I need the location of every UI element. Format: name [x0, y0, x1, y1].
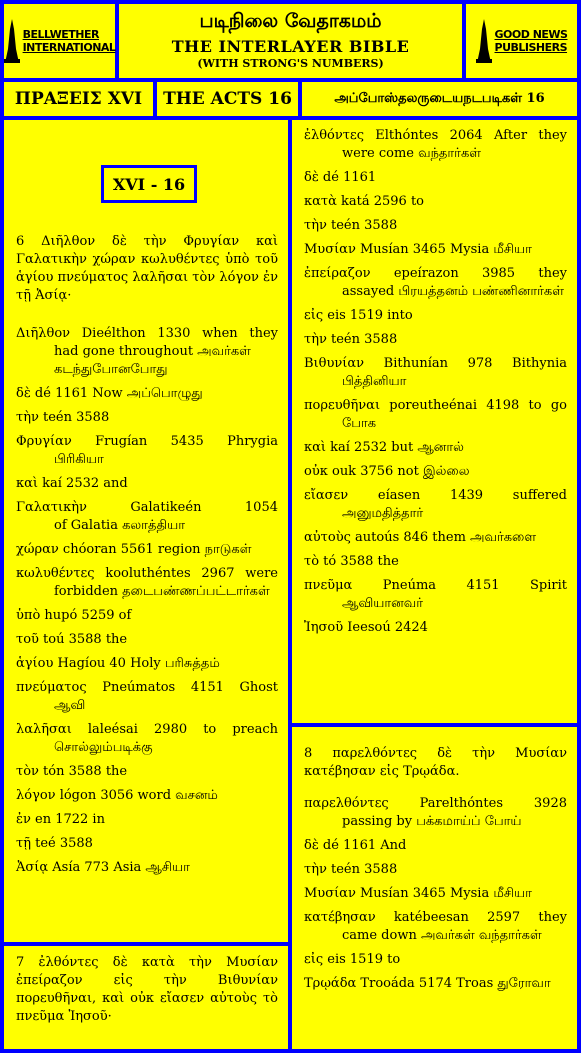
- verse7-entries: [304, 127, 567, 637]
- word-entry: [16, 433, 278, 469]
- word-entry: [16, 325, 278, 379]
- word-entry-gloss: came down அவர்கள் வந்தார்கள்: [342, 928, 542, 943]
- word-entry: [304, 795, 567, 831]
- word-entry: [304, 861, 567, 879]
- word-entry-head: δὲ dé 1161 And: [304, 838, 407, 853]
- word-entry-head: πορευθῆναι poreutheénai 4198 to go: [304, 398, 567, 413]
- word-entry-head: δὲ dé 1161 Now அப்பொழுது: [16, 386, 203, 401]
- word-entry-head: τὸ tó 3588 the: [304, 554, 399, 569]
- word-entry: [304, 837, 567, 855]
- logo-right-line2: PUBLISHERS: [494, 41, 568, 54]
- word-entry: [16, 565, 278, 601]
- word-entry-head: καὶ kaí 2532 and: [16, 476, 128, 491]
- bellwether-logo: [4, 4, 115, 78]
- word-entry: [16, 679, 278, 715]
- word-entry: [304, 439, 567, 457]
- word-entry: [304, 553, 567, 571]
- word-entry-gloss: ஆவி: [54, 698, 86, 713]
- word-entry: [304, 577, 567, 613]
- word-entry: [16, 631, 278, 649]
- word-entry-head: εἰς eis 1519 to: [304, 952, 401, 967]
- word-entry-head: Μυσίαν Musían 3465 Mysia மீசியா: [304, 242, 532, 257]
- word-entry-gloss: passing by பக்கமாய்ப் போய்: [342, 814, 522, 829]
- word-entry-gloss: ஆவியானவர்: [342, 596, 424, 611]
- word-entry: [16, 475, 278, 493]
- nav-greek-label: ΠΡΑΞΕΙΣ XVI: [14, 89, 143, 109]
- nav-english: [157, 82, 298, 116]
- word-entry-head: Βιθυνίαν Bithunían 978 Bithynia: [304, 356, 567, 371]
- word-entry-head: τὴν teén 3588: [304, 218, 398, 233]
- word-entry-gloss: forbidden தடைபண்ணப்பட்டார்கள்: [54, 584, 270, 599]
- nav-tamil-label: அப்போஸ்தலருடையநடபடிகள் 16: [334, 91, 545, 106]
- chapter-label-text: XVI - 16: [112, 174, 186, 194]
- word-entry: [304, 529, 567, 547]
- word-entry: [16, 385, 278, 403]
- title-main: THE INTERLAYER BIBLE: [171, 37, 410, 56]
- title-tamil: படிநிலை வேதாகமம்: [199, 10, 382, 32]
- verse7-text: 7 ἐλθόντες δὲ κατὰ τὴν Μυσίαν ἐπείραζον εἰς τὴν Βιθυνίαν πορευθῆναι, καὶ οὐκ εἴασεν αὐτοὺς τὸ πνεῦμα Ἰησοῦ·: [16, 955, 278, 1024]
- word-entry: [304, 909, 567, 945]
- word-entry-gloss: of Galatia கலாத்தியா: [54, 518, 186, 533]
- word-entry: [16, 655, 278, 673]
- word-entry-head: χώραν chóoran 5561 region நாடுகள்: [16, 542, 252, 557]
- word-entry: [304, 951, 567, 969]
- word-entry: [304, 355, 567, 391]
- word-entry-head: Ἰησοῦ Ieesoú 2424: [304, 620, 428, 635]
- word-entry-gloss: were come வந்தார்கள்: [342, 146, 482, 161]
- word-entry-gloss: போக: [342, 416, 377, 431]
- word-entry-gloss: பித்தினியா: [342, 374, 407, 389]
- word-entry: [304, 265, 567, 301]
- word-entry-head: τῇ teé 3588: [16, 836, 93, 851]
- word-entry-head: οὐκ ouk 3756 not இல்லை: [304, 464, 470, 479]
- verse6-entries: [16, 325, 278, 877]
- word-entry-head: εἴασεν eíasen 1439 suffered: [304, 488, 567, 503]
- title-sub: (WITH STRONG'S NUMBERS): [197, 57, 384, 70]
- word-entry-gloss: பிரிகியா: [54, 452, 104, 467]
- word-entry-head: τοῦ toú 3588 the: [16, 632, 128, 647]
- word-entry-gloss: சொல்லும்படிக்கு: [54, 740, 153, 755]
- word-entry-head: Φρυγίαν Frugían 5435 Phrygia: [16, 434, 278, 449]
- nav-greek: [4, 82, 153, 116]
- word-entry: [304, 331, 567, 349]
- word-entry-head: Μυσίαν Musían 3465 Mysia மீசியா: [304, 886, 532, 901]
- word-entry: [304, 169, 567, 187]
- word-entry-head: κατέβησαν katébeesan 2597 they: [304, 910, 567, 925]
- verse8-text: 8 παρελθόντες δὲ τὴν Μυσίαν κατέβησαν εἰς Τρῳάδα.: [304, 746, 567, 779]
- chapter-label: [101, 165, 197, 203]
- word-entry: [16, 763, 278, 781]
- word-entry: [16, 721, 278, 757]
- word-entry: [16, 541, 278, 559]
- word-entry-head: πνεῦμα Pneúma 4151 Spirit: [304, 578, 567, 593]
- word-entry-head: αὐτοὺς autoús 846 them அவர்களை: [304, 530, 537, 545]
- word-entry-gloss: அனுமதித்தார்: [342, 506, 424, 521]
- word-entry-head: παρελθόντες Parelthóntes 3928: [304, 796, 567, 811]
- nav-english-label: THE ACTS 16: [163, 89, 292, 109]
- word-entry: [304, 487, 567, 523]
- word-entry-head: Διῆλθον Dieélthon 1330 when they: [16, 326, 278, 341]
- word-entry: [304, 397, 567, 433]
- word-entry-head: Ἀσίᾳ Asía 773 Asia ஆசியா: [16, 860, 190, 875]
- word-entry: [16, 409, 278, 427]
- word-entry-head: τὸν tón 3588 the: [16, 764, 128, 779]
- word-entry-gloss: assayed பிரயத்தனம் பண்ணினார்கள்: [342, 284, 564, 299]
- verse6-text: 6 Διῆλθον δὲ τὴν Φρυγίαν καὶ Γαλατικὴν χώραν κωλυθέντες ὑπὸ τοῦ ἁγίου πνεύματος λαλῆσαι τὸν λόγον ἐν τῇ Ἀσίᾳ·: [16, 234, 278, 303]
- word-entry-head: Γαλατικὴν Galatikeén 1054: [16, 500, 278, 515]
- word-entry: [16, 835, 278, 853]
- word-entry-head: πνεύματος Pneúmatos 4151 Ghost: [16, 680, 278, 695]
- logo-left-line2: INTERNATIONAL: [22, 41, 116, 54]
- word-entry-head: ἐλθόντες Elthóntes 2064 After they: [304, 128, 567, 143]
- verse8-panel: [292, 727, 577, 1049]
- word-entry-head: τὴν teén 3588: [16, 410, 110, 425]
- word-entry: [304, 241, 567, 259]
- word-entry-head: λαλῆσαι laleésai 2980 to preach: [16, 722, 278, 737]
- verse7-entries-panel: [292, 120, 577, 723]
- word-entry-head: κωλυθέντες kooluthéntes 2967 were: [16, 566, 278, 581]
- word-entry: [304, 193, 567, 211]
- word-entry-head: ὑπὸ hupó 5259 of: [16, 608, 132, 623]
- word-entry: [304, 307, 567, 325]
- word-entry: [304, 217, 567, 235]
- word-entry: [304, 619, 567, 637]
- verse6-panel: [4, 120, 288, 942]
- word-entry: [16, 811, 278, 829]
- word-entry: [16, 787, 278, 805]
- nav-tamil: [302, 82, 577, 116]
- word-entry-gloss: had gone throughout அவர்கள் கடந்துபோனபோது: [54, 344, 251, 377]
- bell-tower-icon: [476, 19, 492, 63]
- word-entry-head: ἁγίου Hagíou 40 Holy பரிசுத்தம்: [16, 656, 220, 671]
- word-entry-head: ἐπείραζον epeírazon 3985 they: [304, 266, 567, 281]
- logo-right-line1: GOOD NEWS: [494, 28, 568, 41]
- word-entry: [304, 463, 567, 481]
- good-news-logo: [466, 4, 577, 78]
- title-block: [119, 4, 462, 78]
- word-entry: [304, 127, 567, 163]
- word-entry-head: λόγον lógon 3056 word வசனம்: [16, 788, 218, 803]
- verse8-entries: [304, 795, 567, 993]
- word-entry-head: καὶ kaí 2532 but ஆனால்: [304, 440, 464, 455]
- bell-tower-icon: [4, 19, 20, 63]
- word-entry-head: ἐν en 1722 in: [16, 812, 105, 827]
- word-entry: [16, 859, 278, 877]
- logo-left-line1: BELLWETHER: [22, 28, 99, 41]
- word-entry: [16, 499, 278, 535]
- word-entry-head: εἰς eis 1519 into: [304, 308, 413, 323]
- word-entry-head: τὴν teén 3588: [304, 332, 398, 347]
- word-entry-head: Τρῳάδα Trooáda 5174 Troas துரோவா: [304, 976, 551, 991]
- word-entry-head: δὲ dé 1161: [304, 170, 377, 185]
- word-entry-head: κατὰ katá 2596 to: [304, 194, 425, 209]
- word-entry: [16, 607, 278, 625]
- word-entry-head: τὴν teén 3588: [304, 862, 398, 877]
- verse7-panel: [4, 946, 288, 1049]
- word-entry: [304, 975, 567, 993]
- word-entry: [304, 885, 567, 903]
